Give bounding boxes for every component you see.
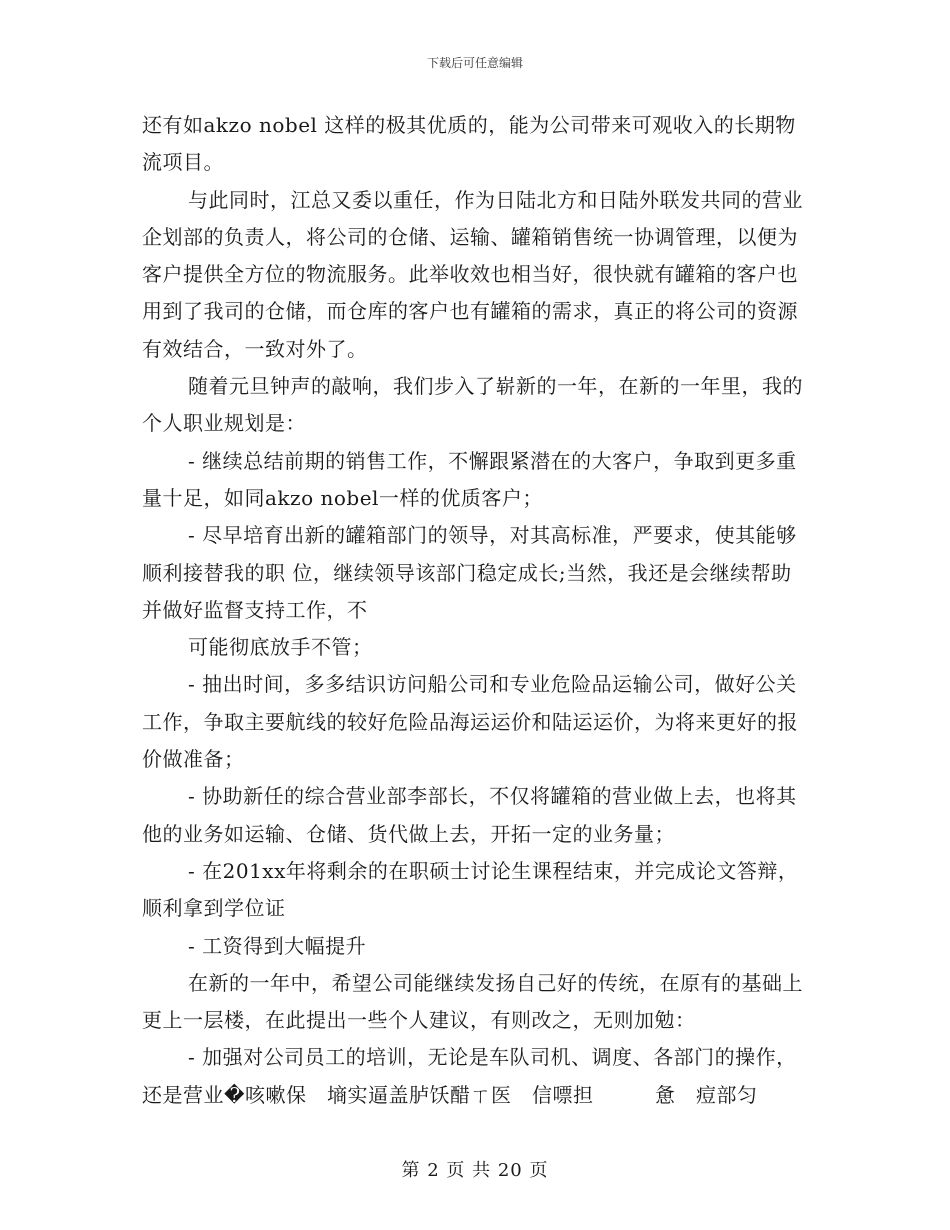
list-item: - 继续总结前期的销售工作，不懈跟紧潜在的大客户，争取到更多重量十足，如同akzo nobel一样的优质客户； bbox=[142, 448, 797, 510]
list-item: - 协助新任的综合营业部李部长，不仅将罐箱的营业做上去，也将其他的业务如运输、仓储、货代做上去，开拓一定的业务量； bbox=[142, 784, 797, 846]
paragraph: 与此同时，江总又委以重任，作为日陆北方和日陆外联发共同的营业企划部的负责人，将公司的仓储、运输、罐箱销售统一协调管理，以便为客户提供全方位的物流服务。此举收效也相当好，很快就有罐箱的客户也用到了我司的仓储，而仓库的客户也有罐箱的需求，真正的将公司的资源有效结合，一致对外了。 bbox=[142, 187, 803, 361]
list-item: - 在201xx年将剩余的在职硕士讨论生课程结束，并完成论文答辩，顺利拿到学位证 bbox=[142, 858, 799, 921]
page-header: 下载后可任意编辑 bbox=[426, 56, 523, 70]
list-item: - 抽出时间，多多结识访问船公司和专业危险品运输公司，做好公关工作，争取主要航线的较好危险品海运运价和陆运运价，为将来更好的报价做准备； bbox=[142, 672, 798, 772]
paragraph: 随着元旦钟声的敲响，我们步入了崭新的一年，在新的一年里，我的个人职业规划是： bbox=[142, 374, 803, 436]
page-footer: 第 2 页 共 20 页 bbox=[401, 1160, 549, 1181]
paragraph: 可能彻底放手不管； bbox=[188, 635, 373, 660]
paragraph: 在新的一年中，希望公司能继续发扬自己好的传统，在原有的基础上更上一层楼，在此提出一些个人建议，有则改之，无则加勉： bbox=[142, 970, 803, 1033]
list-item: - 尽早培育出新的罐箱部门的领导，对其高标准，严要求，使其能够顺利接替我的职 位，继续领导该部门稳定成长;当然，我还是会继续帮助并做好监督支持工作，不 bbox=[142, 523, 797, 622]
list-item: - 工资得到大幅提升 bbox=[188, 933, 367, 958]
list-item: - 加强对公司员工的培训，无论是车队司机、调度、各部门的操作，还是营业�咳嗽保 墒实逼盖胪饫醋ㄒ医 信嘌担 惫 痘部匀 bbox=[142, 1045, 797, 1107]
document-body bbox=[142, 107, 808, 1114]
paragraph: 还有如akzo nobel 这样的极其优质的，能为公司带来可观收入的长期物流项目。 bbox=[142, 113, 796, 175]
